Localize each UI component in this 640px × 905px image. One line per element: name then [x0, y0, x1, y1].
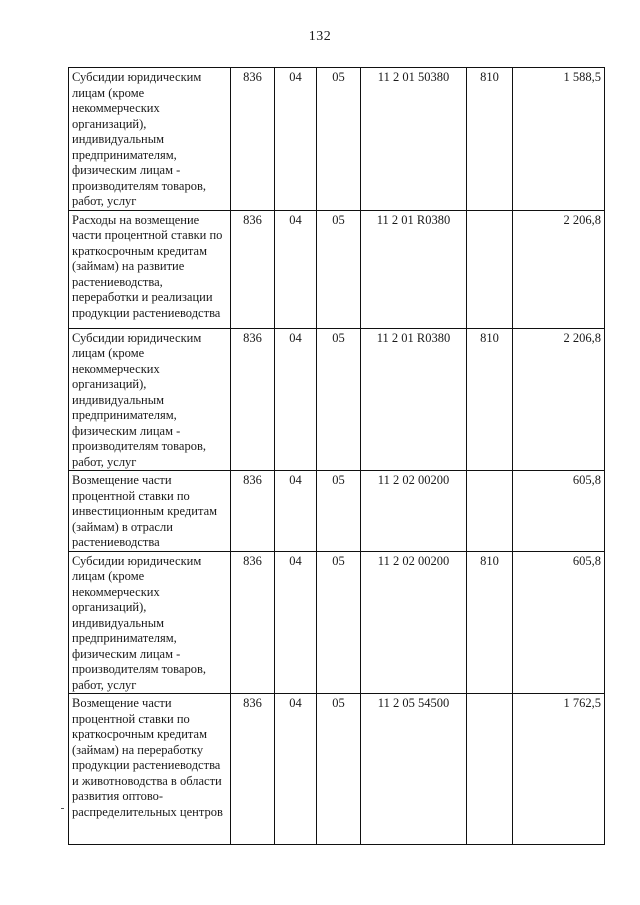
expense-name-cell: Возмещение части процентной ставки по инвестиционным кредитам (займам) в отрасли растениеводства — [69, 471, 231, 552]
table-row — [69, 68, 605, 211]
amount-cell: 605,8 — [513, 551, 605, 694]
ministry-code-cell: 836 — [231, 68, 275, 211]
ministry-code-cell: 836 — [231, 551, 275, 694]
ministry-code-cell: 836 — [231, 694, 275, 845]
table-row — [69, 694, 605, 845]
expense-type-cell — [467, 694, 513, 845]
expense-type-cell: 810 — [467, 551, 513, 694]
section-code-cell: 04 — [275, 68, 317, 211]
section-code-cell: 04 — [275, 471, 317, 552]
table-row — [69, 551, 605, 694]
expense-name-cell: Расходы на возмещение части процентной ставки по краткосрочным кредитам (займам) на развитие растениеводства, переработки и реализации продукции растениеводства — [69, 210, 231, 328]
ministry-code-cell: 836 — [231, 210, 275, 328]
expense-type-cell — [467, 471, 513, 552]
amount-cell: 605,8 — [513, 471, 605, 552]
expense-name-cell: Субсидии юридическим лицам (кроме некоммерческих организаций), индивидуальным предпринимателям, физическим лицам - производителям товаров, работ, услуг — [69, 68, 231, 211]
subsection-code-cell: 05 — [317, 471, 361, 552]
target-article-cell: 11 2 02 00200 — [361, 551, 467, 694]
subsection-code-cell: 05 — [317, 328, 361, 471]
ministry-code-cell: 836 — [231, 471, 275, 552]
margin-mark — [61, 808, 64, 809]
amount-cell: 1 588,5 — [513, 68, 605, 211]
expense-name-cell: Субсидии юридическим лицам (кроме некоммерческих организаций), индивидуальным предпринимателям, физическим лицам - производителям товаров, работ, услуг — [69, 551, 231, 694]
target-article-cell: 11 2 05 54500 — [361, 694, 467, 845]
subsection-code-cell: 05 — [317, 68, 361, 211]
table-row — [69, 471, 605, 552]
target-article-cell: 11 2 02 00200 — [361, 471, 467, 552]
amount-cell: 1 762,5 — [513, 694, 605, 845]
expense-name-cell: Возмещение части процентной ставки по краткосрочным кредитам (займам) на переработку продукции растениеводства и животноводства в области развития оптово-распределительных центров — [69, 694, 231, 845]
amount-cell: 2 206,8 — [513, 210, 605, 328]
table-row — [69, 328, 605, 471]
section-code-cell: 04 — [275, 694, 317, 845]
budget-table — [68, 67, 605, 845]
section-code-cell: 04 — [275, 210, 317, 328]
target-article-cell: 11 2 01 50380 — [361, 68, 467, 211]
amount-cell: 2 206,8 — [513, 328, 605, 471]
section-code-cell: 04 — [275, 328, 317, 471]
expense-type-cell — [467, 210, 513, 328]
expense-name-cell: Субсидии юридическим лицам (кроме некоммерческих организаций), индивидуальным предпринимателям, физическим лицам - производителям товаров, работ, услуг — [69, 328, 231, 471]
target-article-cell: 11 2 01 R0380 — [361, 210, 467, 328]
subsection-code-cell: 05 — [317, 694, 361, 845]
section-code-cell: 04 — [275, 551, 317, 694]
ministry-code-cell: 836 — [231, 328, 275, 471]
target-article-cell: 11 2 01 R0380 — [361, 328, 467, 471]
subsection-code-cell: 05 — [317, 551, 361, 694]
page-number: 132 — [308, 29, 332, 44]
expense-type-cell: 810 — [467, 328, 513, 471]
subsection-code-cell: 05 — [317, 210, 361, 328]
table-row — [69, 210, 605, 328]
expense-type-cell: 810 — [467, 68, 513, 211]
